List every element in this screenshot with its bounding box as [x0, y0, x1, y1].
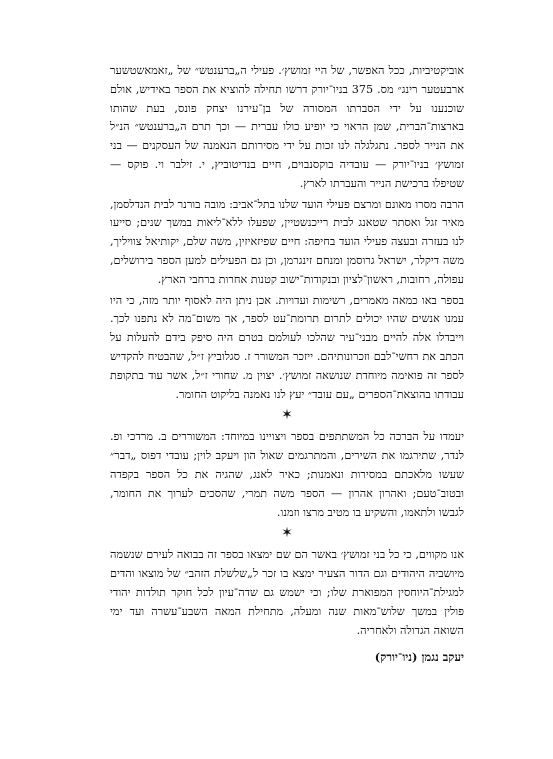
- paragraph-acknowledgements: יעמדו על הברכה כל המשתתפים בספר ויצויינו במיוחד: המשוררים ב. מרדכי ופ. לנדר, שתירגמו את השירים, והמתרגמים שאול הון ויעקב לוין; עובדי דפוס „דבר״ שעשו מלאכתם במסירות ונאמנות; כאיר לאנג, שהגיה את כל הספר בקפדה ובטוב־טעם; ואהרון אהרון — הספר משה תמרי, שהסכים לערוך את החומר, לגבשו ולתאמו, והשקיע בו מטיב מרצו וזמנו.: [110, 430, 464, 519]
- section-divider-star: ✶: [281, 525, 293, 542]
- paragraph-funding: אוביקטיביות, ככל האפשר, של היי זמושץ׳. פעילי ה„ברענטש״ של „זאמאשטשער ארבעטער רינג״ מס. 375 בניו־יורק דרשו תחילה להוציא את הספר באידיש, אולם שוכנענו על ידי הסברתו המסורה של בן־עירנו יצחק פונס, בעת שהותו בארצות־הברית, שמן הראוי כי יופיע כולו עברית — וכך תרם ה„ברענטש״ הנ״ל את הנייר לספר. נתגלגלה לנו זכות על ידי מסירותם הנאמנה של העסקנים — בני זמושץ׳ בניו־יורק — עובדיה בוקסנבוים, חיים בנדיטוביץ, י. זילבר וי. פוקס — שטיפלו ברכישת הנייר והעברתו לארץ.: [110, 64, 464, 190]
- author-signature: יעקב נגמן (ניו־יורק): [374, 650, 464, 665]
- paragraph-contents: בספר באו כמאה מאמרים, רשימות ועדויות. אכן ניתן היה לאסוף יותר מזה, כי היו עמנו אנשים שהיו יכולים לתרום תרומת־עט לספר, אך משום־מה לא נתפנו לכך. וייבדלו אלה להיים מבני־עיר שהלכו לעולמם בטרם היה סיפק בידם להעלות על הכתב את רחשי־לבם וזכרונותיהם. ייזכר המשורר ז. סגלוביץ ז״ל, שהבטיח להקדיש לספר זה פואימה מיוחדת שנושאה זמושץ׳. יצוין מ. שחורי ז״ל, אשר עוד בתקופת עבודתו בהוצאת־הספרים „עם עובד״ יעץ לנו נאמנה בליקוט החומר.: [110, 293, 464, 401]
- paragraph-closing: אנו מקווים, כי כל בני זמושץ׳ באשר הם שם ימצאו בספר זה בבואה לעירם שנשמה מיושביה היהודים וגם הדור הצעיר ימצא בו זכר ל„שלשלת הזהב״ של מוצאו והדים למגילת־היוחסין המפוארת שלו; וכי ישמש גם שדה־עיון לכל חוקר תולדות יהודי פולין במשך שלוש־מאות שנה ומעלה, מתחילת המאה השבע־עשרה ועד ימי השואה הגדולה ולאחריה.: [110, 548, 464, 637]
- section-divider-star: ✶: [281, 407, 293, 424]
- paragraph-committee: הרבה מסרו מאונם ומרצם פעילי הועד שלנו בתל־אביב: מובה בורנר לבית הנדלסמן, מאיר זגל ואסתר שטאנג לבית רייכנשטיין, שפעלו ללא־ליאות במשך שנים; סייעו לנו בעזרה ובעצה פעילי הועד בחיפה: חיים שפיזאיזין, משה שלם, יקותיאל צוויליך, משה דיקלר, ישראל גרוסמן ומנחם זינגרמן, וכן גם הפעילים למען הספר בירושלים, עפולה, רחובות, ראשון־לציון ובנקודות־ישוב קטנות אחרות ברחבי הארץ.: [110, 197, 464, 286]
